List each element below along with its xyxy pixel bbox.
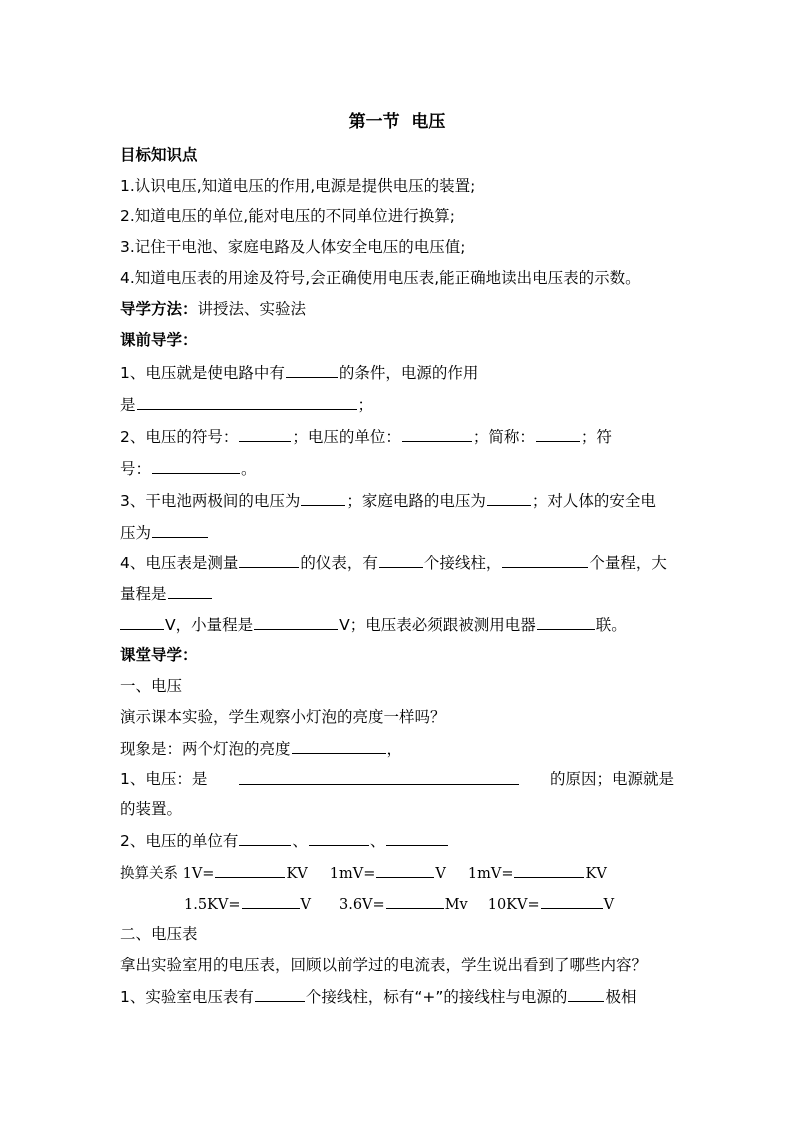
conversion-text: V xyxy=(300,897,311,913)
answer-blank[interactable] xyxy=(255,986,305,1002)
units-text: 、 xyxy=(292,832,308,850)
q2-text: ；符 xyxy=(580,428,612,446)
section-2-heading: 二、电压表 xyxy=(120,925,198,943)
method-line xyxy=(120,299,306,319)
goals-heading: 目标知识点 xyxy=(120,146,198,164)
answer-blank[interactable] xyxy=(239,830,291,846)
pre-q3-line2 xyxy=(120,522,209,543)
q3-text: 压为 xyxy=(120,524,152,542)
phenomenon-text: 现象是：两个灯泡的亮度 xyxy=(120,740,291,758)
conversion-line-2 xyxy=(184,893,614,915)
conversion-text: 换算关系 1V= xyxy=(120,866,215,882)
q4-text: 4、电压表是测量 xyxy=(120,554,239,572)
conversion-text: 1mV= xyxy=(329,866,376,882)
answer-blank[interactable] xyxy=(292,738,386,754)
answer-blank[interactable] xyxy=(242,893,300,909)
phenomenon-text: ， xyxy=(386,740,403,758)
q4-text: V，小量程是 xyxy=(165,616,254,634)
q2-text: ；简称： xyxy=(472,428,535,446)
answer-blank[interactable] xyxy=(386,893,444,909)
pre-q4-line1 xyxy=(120,552,667,573)
goal-item: 2.知道电压的单位,能对电压的不同单位进行换算; xyxy=(120,207,455,225)
answer-blank[interactable] xyxy=(568,986,604,1002)
answer-blank[interactable] xyxy=(137,394,357,410)
conversion-text: V xyxy=(603,897,615,913)
method-text: 讲授法、实验法 xyxy=(197,300,307,318)
page-title: 第一节 电压 xyxy=(348,112,446,132)
answer-blank[interactable] xyxy=(537,614,595,630)
definition-line xyxy=(120,769,674,789)
answer-blank[interactable] xyxy=(541,893,603,909)
q2-text: 2、电压的符号： xyxy=(120,428,239,446)
section-1-heading: 一、电压 xyxy=(120,677,183,695)
goal-item: 1.认识电压,知道电压的作用,电源是提供电压的装置; xyxy=(120,177,476,195)
pre-q2-line1 xyxy=(120,426,612,447)
demo-text: 演示课本实验，学生观察小灯泡的亮度一样吗？ xyxy=(120,708,446,726)
answer-blank[interactable] xyxy=(386,830,448,846)
pre-q3-line1 xyxy=(120,490,656,511)
definition-text: 的原因；电源就是 xyxy=(549,770,674,788)
q4-text: 联。 xyxy=(595,616,627,634)
conversion-text: 3.6V= xyxy=(339,897,385,913)
conversion-text: 1.5KV= xyxy=(184,897,241,913)
answer-blank[interactable] xyxy=(502,552,588,568)
answer-blank[interactable] xyxy=(152,458,240,474)
q1-text: ； xyxy=(357,396,374,414)
goal-item: 3.记住干电池、家庭电路及人体安全电压的电压值; xyxy=(120,238,466,256)
q4-text: 的仪表，有 xyxy=(300,554,378,572)
answer-blank[interactable] xyxy=(487,490,531,506)
pre-q2-line2 xyxy=(120,458,257,479)
conversion-text: 1mV= xyxy=(467,866,514,882)
voltmeter-q1 xyxy=(120,986,636,1007)
answer-blank[interactable] xyxy=(536,426,580,442)
conversion-text: V xyxy=(435,866,446,882)
units-text: 、 xyxy=(369,832,386,850)
answer-blank[interactable] xyxy=(239,426,291,442)
q3-text: ；对人体的安全电 xyxy=(531,492,656,510)
conversion-line-1 xyxy=(120,862,607,884)
q1-text: 1、电压就是使电路中有 xyxy=(120,364,285,382)
answer-blank[interactable] xyxy=(254,614,338,630)
answer-blank[interactable] xyxy=(514,862,584,878)
voltmeter-text: 极相 xyxy=(605,988,637,1006)
q1-text: 的条件，电源的作用 xyxy=(338,364,479,382)
pre-q1-line2 xyxy=(120,394,373,415)
goal-item: 4.知道电压表的用途及符号,会正确使用电压表,能正确地读出电压表的示数。 xyxy=(120,269,641,287)
method-label: 导学方法： xyxy=(120,300,198,318)
pre-class-heading: 课前导学： xyxy=(120,331,198,349)
q3-text: 3、干电池两极间的电压为 xyxy=(120,492,301,510)
answer-blank[interactable] xyxy=(301,490,345,506)
voltmeter-intro: 拿出实验室用的电压表，回顾以前学过的电流表，学生说出看到了哪些内容？ xyxy=(120,956,648,974)
answer-blank[interactable] xyxy=(120,614,164,630)
answer-blank[interactable] xyxy=(152,522,208,538)
q3-text: ；家庭电路的电压为 xyxy=(346,492,486,510)
answer-blank[interactable] xyxy=(402,426,472,442)
q2-text: ；电压的单位： xyxy=(292,428,401,446)
in-class-heading: 课堂导学： xyxy=(120,646,198,664)
conversion-text: KV xyxy=(585,866,607,882)
q4-text: V；电压表必须跟被测用电器 xyxy=(339,616,536,634)
q2-text: 。 xyxy=(241,460,257,478)
phenomenon-line xyxy=(120,738,402,759)
answer-blank[interactable] xyxy=(239,769,519,785)
definition-text: 1、电压：是 xyxy=(120,770,208,788)
definition-line-2: 的装置。 xyxy=(120,800,183,818)
answer-blank[interactable] xyxy=(379,552,423,568)
pre-q1-line1 xyxy=(120,362,478,383)
q4-text: 个接线柱， xyxy=(423,554,502,572)
q4-text: 量程是 xyxy=(120,585,167,603)
conversion-text: KV xyxy=(286,866,308,882)
voltmeter-text: 1、实验室电压表有 xyxy=(120,988,254,1006)
answer-blank[interactable] xyxy=(376,862,434,878)
pre-q4-line2 xyxy=(120,583,213,604)
answer-blank[interactable] xyxy=(286,362,338,378)
answer-blank[interactable] xyxy=(215,862,285,878)
q1-text: 是 xyxy=(120,396,136,414)
answer-blank[interactable] xyxy=(309,830,369,846)
answer-blank[interactable] xyxy=(168,583,212,599)
conversion-text: 10KV= xyxy=(487,897,540,913)
conversion-text: Mv xyxy=(444,897,468,913)
units-line xyxy=(120,830,449,851)
voltmeter-text: 个接线柱，标有“+”的接线柱与电源的 xyxy=(305,988,568,1006)
pre-q4-line3 xyxy=(120,614,627,635)
answer-blank[interactable] xyxy=(239,552,299,568)
q2-text: 号： xyxy=(120,460,152,478)
q4-text: 个量程，大 xyxy=(589,554,667,572)
units-text: 2、电压的单位有 xyxy=(120,832,239,850)
